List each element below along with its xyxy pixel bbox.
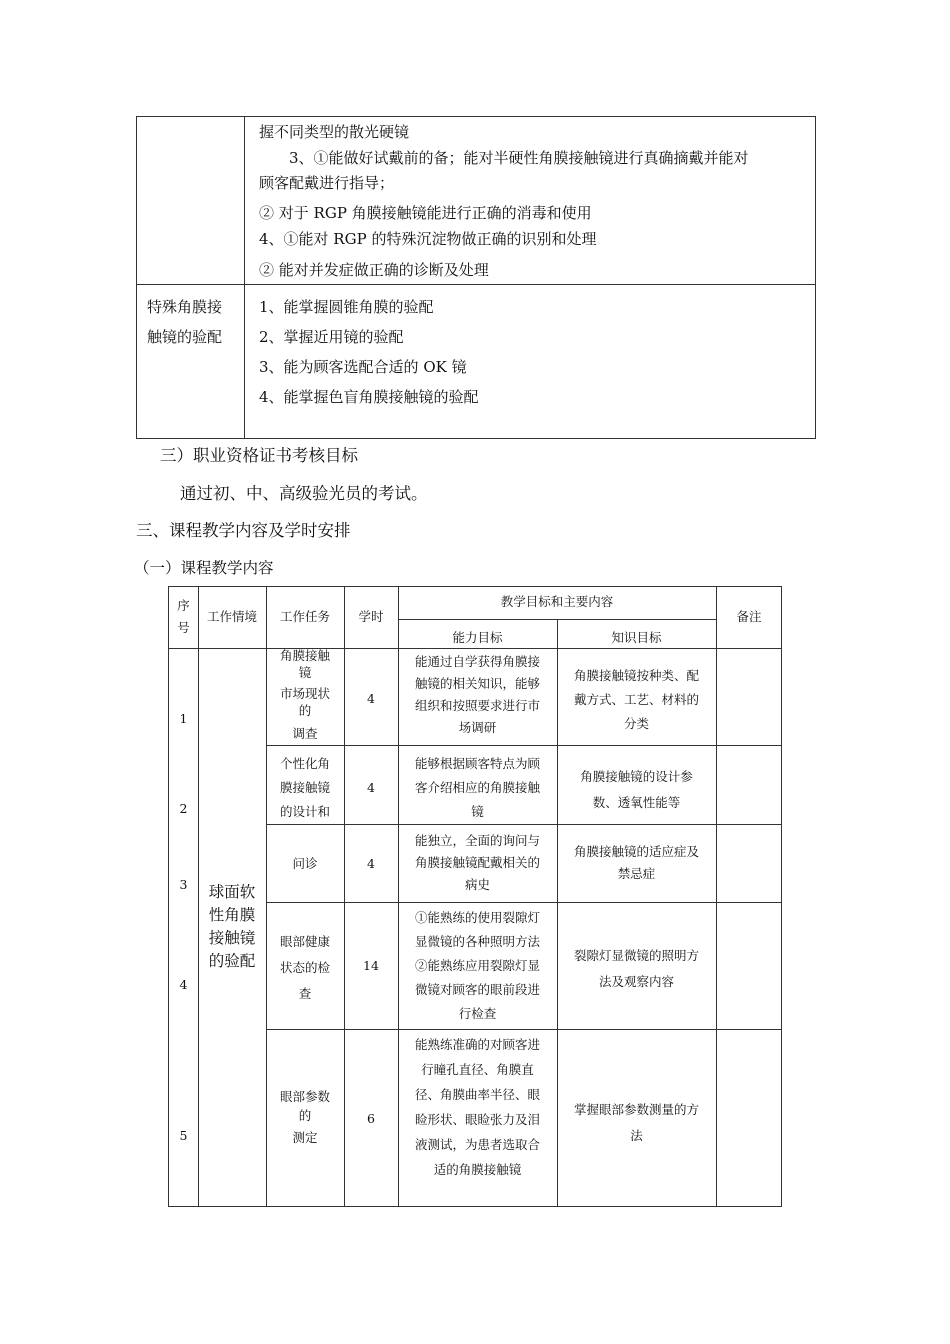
row-seq: 2 (179, 801, 188, 816)
header-hours: 学时 (358, 609, 384, 624)
table-text-line: ② 对于 RGP 角膜接触镜能进行正确的消毒和使用 (259, 204, 592, 222)
cert-heading: 三）职业资格证书考核目标 (160, 446, 358, 465)
header-remark: 备注 (736, 609, 762, 624)
row-label: 特殊角膜接 (147, 298, 223, 316)
hours-cell: 4 (367, 691, 375, 706)
row-seq: 3 (179, 877, 188, 892)
content-heading: （一）课程教学内容 (134, 559, 274, 577)
table-text-line: 3、能为顾客选配合适的 OK 镜 (259, 358, 467, 376)
course-heading: 三、课程教学内容及学时安排 (136, 521, 351, 540)
task-cell: 眼部参数 的 测定 (279, 1089, 330, 1145)
ability-cell: 能通过自学获得角膜接 触镜的相关知识，能够 组织和按照要求进行市 场调研 (414, 654, 540, 735)
ability-cell: 能独立，全面的询问与 角膜接触镜配戴相关的 病史 (414, 833, 540, 892)
header-seq: 序 号 (177, 598, 190, 635)
task-cell: 问诊 (292, 856, 318, 871)
cert-text: 通过初、中、高级验光员的考试。 (180, 484, 428, 503)
course-content-table (168, 586, 782, 1207)
ability-cell: ①能熟练的使用裂隙灯 显微镜的各种照明方法 ②能熟练应用裂隙灯显 微镜对顾客的眼前段进 行检查 (414, 910, 540, 1021)
table-text-line: 4、能掌握色盲角膜接触镜的验配 (259, 388, 479, 406)
row-seq: 1 (179, 711, 188, 726)
task-cell: 角膜接触 镜 市场现状 的 调查 (279, 648, 330, 741)
knowledge-cell: 角膜接触镜的设计参 数、透氧性能等 (580, 769, 693, 810)
ability-table-continued (136, 116, 816, 439)
ability-cell: 能熟练准确的对顾客进 行瞳孔直径、角膜直 径、角膜曲率半径、眼 睑形状、眼睑张力及泪 液测试，为患者选取合 适的角膜接触镜 (414, 1037, 540, 1177)
row-divider (266, 902, 781, 903)
hours-cell: 6 (367, 1111, 375, 1126)
task-cell: 个性化角 膜接触镜 的设计和 (279, 756, 330, 819)
table-text-line: 顾客配戴进行指导； (259, 174, 395, 192)
table-text-line: ② 能对并发症做正确的诊断及处理 (259, 261, 489, 279)
row-seq: 5 (179, 1128, 188, 1143)
header-task: 工作任务 (279, 609, 330, 624)
hours-cell: 14 (363, 958, 379, 973)
row-divider (398, 619, 716, 620)
column-divider (244, 117, 245, 438)
knowledge-cell: 角膜接触镜的适应症及 禁忌症 (573, 844, 699, 881)
table-text-line: 4、①能对 RGP 的特殊沉淀物做正确的识别和处理 (259, 230, 597, 248)
task-cell: 眼部健康 状态的检 查 (279, 934, 330, 1001)
row-divider (266, 1029, 781, 1030)
row-divider (266, 745, 781, 746)
table-text-line: 2、掌握近用镜的验配 (259, 328, 404, 346)
header-ability: 能力目标 (452, 630, 503, 645)
column-divider (716, 587, 717, 1206)
knowledge-cell: 裂隙灯显微镜的照明方 法及观察内容 (573, 948, 699, 989)
row-label: 触镜的验配 (147, 328, 223, 346)
table-text-line: 3、①能做好试戴前的备；能对半硬性角膜接触镜进行真确摘戴并能对 (289, 149, 749, 167)
table-text-line: 1、能掌握圆锥角膜的验配 (259, 298, 434, 316)
row-divider (137, 284, 815, 285)
hours-cell: 4 (367, 856, 375, 871)
hours-cell: 4 (367, 780, 375, 795)
header-situation: 工作情境 (206, 609, 257, 624)
row-seq: 4 (179, 977, 188, 992)
situation-cell: 球面软 性角膜 接触镜 的验配 (208, 883, 256, 970)
knowledge-cell: 角膜接触镜按种类、配 戴方式、工艺、材料的 分类 (573, 668, 699, 731)
header-knowledge: 知识目标 (611, 630, 662, 645)
table-text-line: 握不同类型的散光硬镜 (259, 123, 410, 141)
ability-cell: 能够根据顾客特点为顾 客介绍相应的角膜接触 镜 (414, 756, 540, 819)
knowledge-cell: 掌握眼部参数测量的方 法 (573, 1102, 699, 1143)
row-divider (266, 824, 781, 825)
header-goals: 教学目标和主要内容 (500, 594, 614, 609)
